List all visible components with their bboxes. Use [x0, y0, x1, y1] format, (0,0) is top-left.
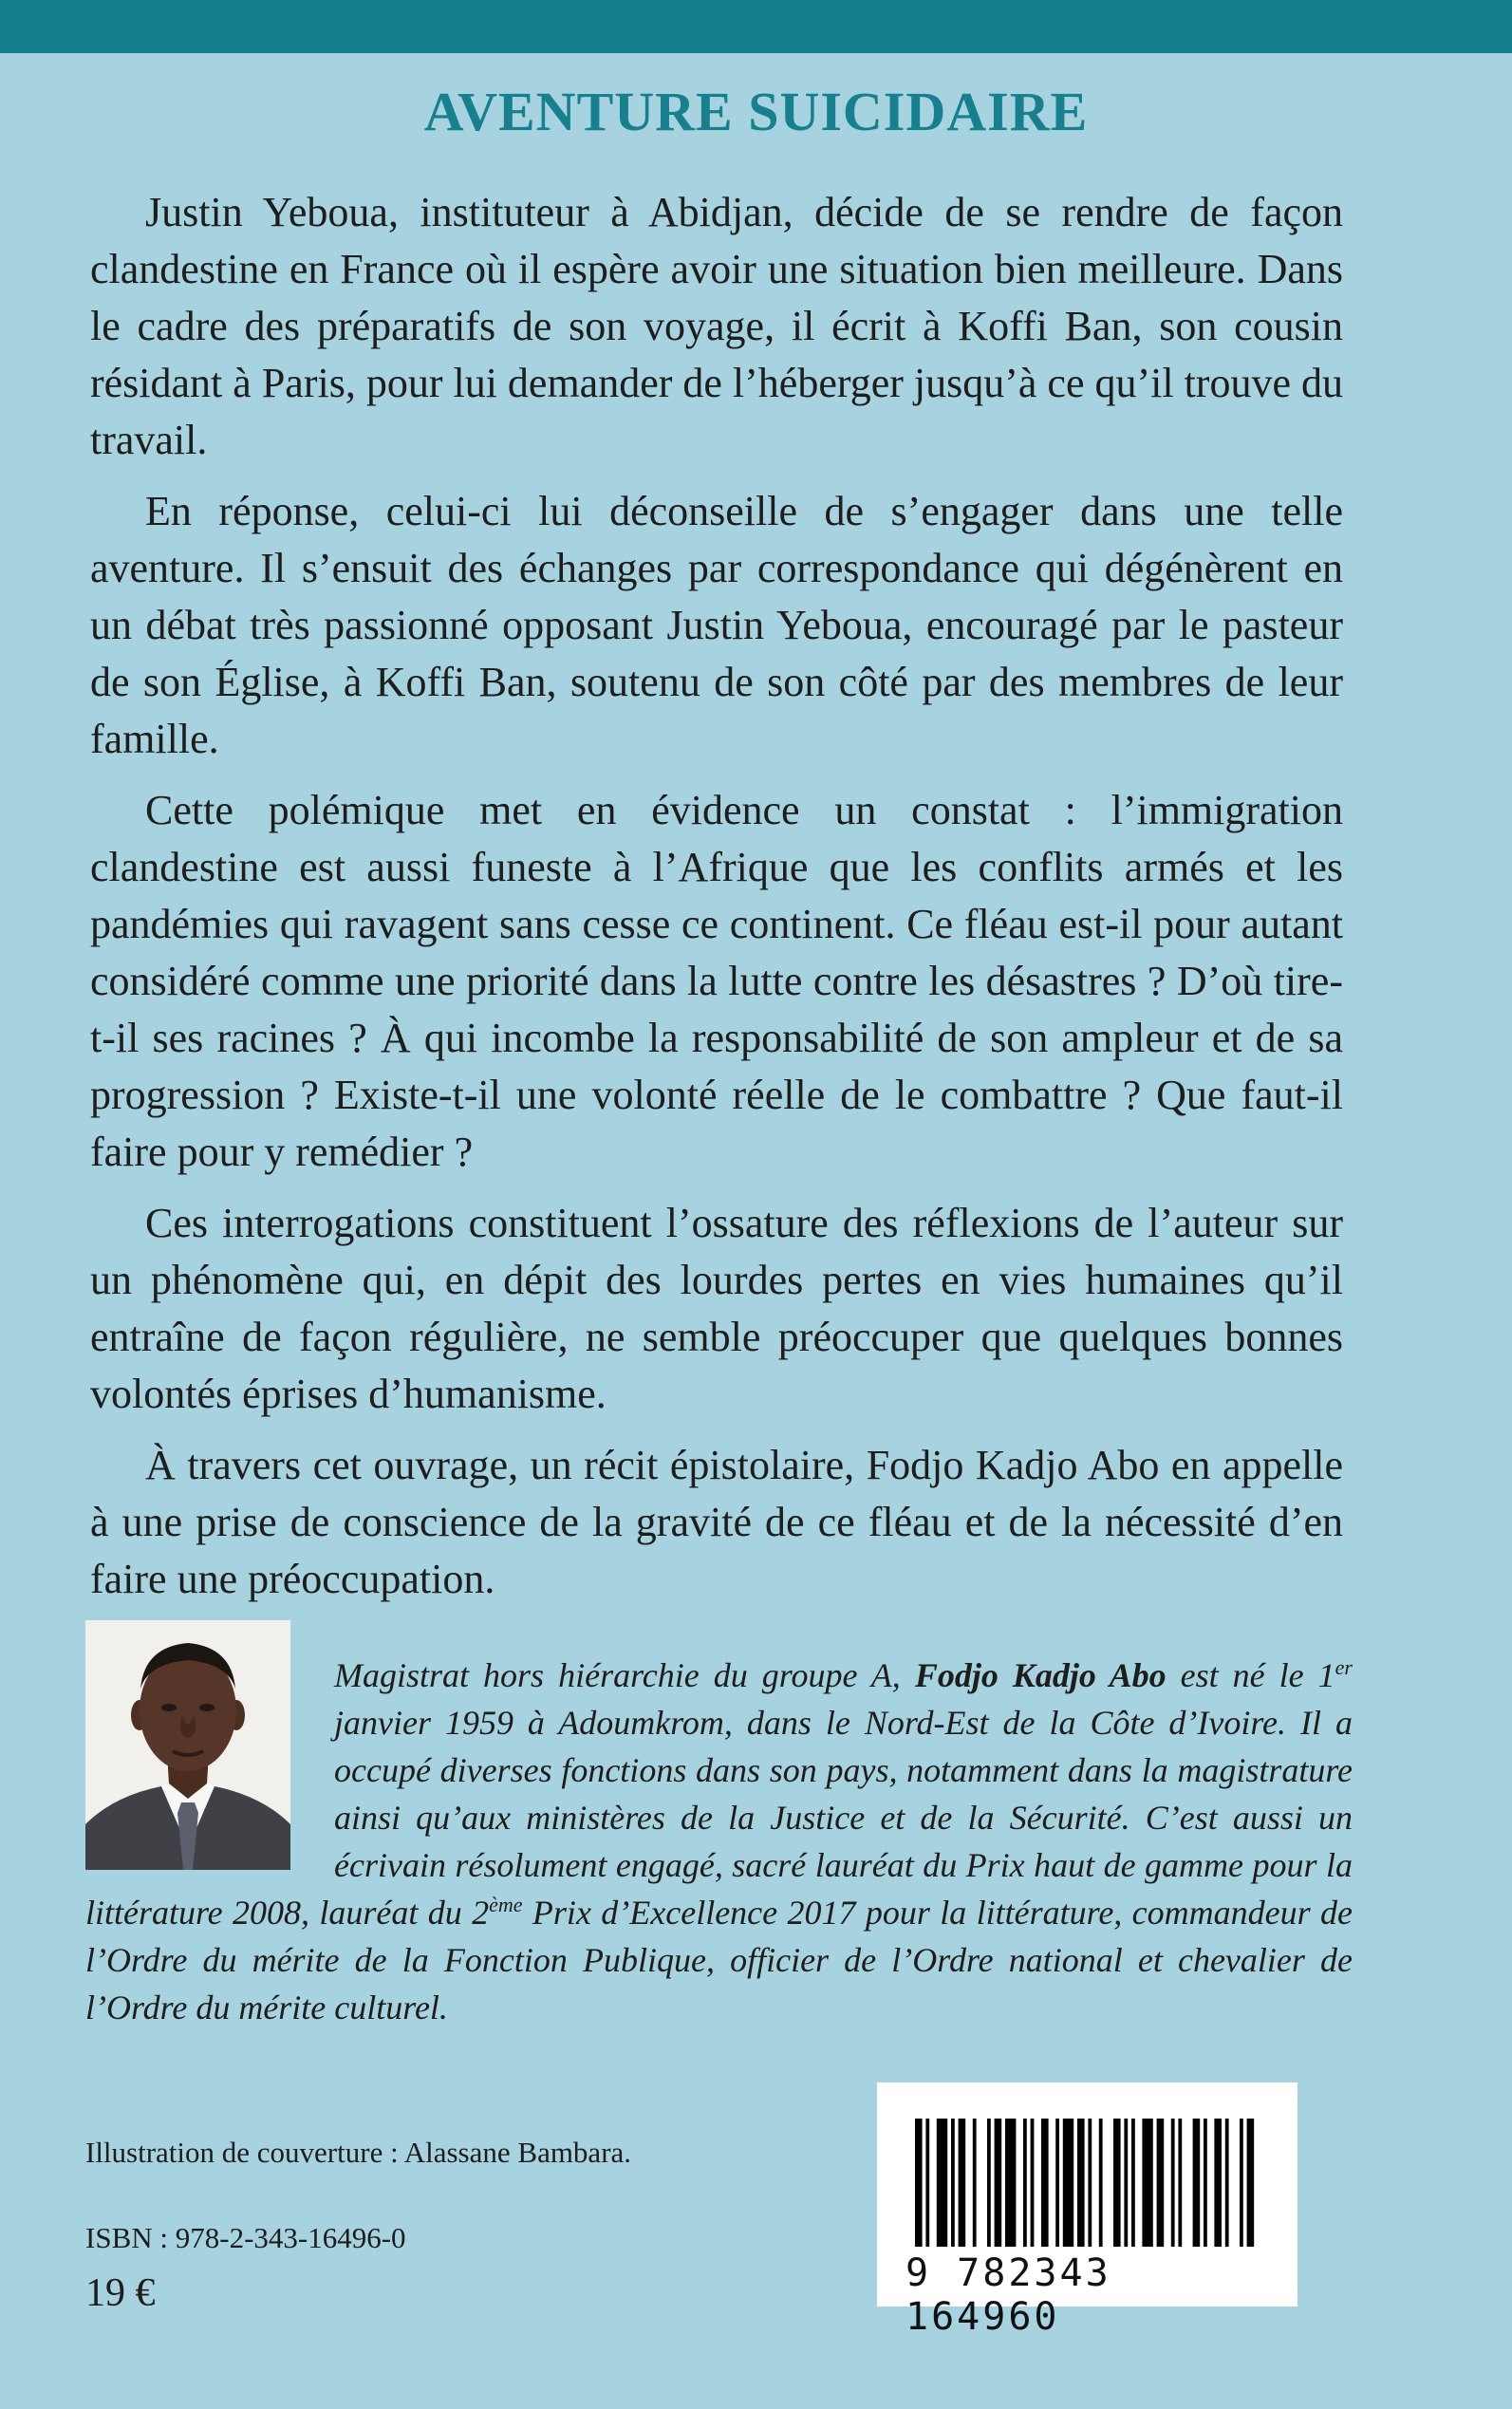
synopsis-paragraph: En réponse, celui-ci lui déconseille de s’engager dans une telle aventure. Il s’ensuit des échanges par correspondance qui dégénèrent en un débat très passionné opposant Justin Yeboua, encouragé par le pasteur de son Église, à Koffi Ban, soutenu de son côté par des membres de leur famille.	[90, 488, 1343, 762]
synopsis-paragraph: Ces interrogations constituent l’ossature des réflexions de l’auteur sur un phénomène qui, en dépit des lourdes pertes en vies humaines qu’il entraîne de façon régulière, ne semble préoccuper que quelques bonnes volontés éprises d’humanisme.	[90, 1200, 1343, 1417]
author-name: Fodjo Kadjo Abo	[914, 1656, 1167, 1694]
bio-text: janvier 1959 à Adoumkrom, dans le Nord-Est de la Côte d’Ivoire. Il a occupé diverses fonctions dans son pays, notamment dans la magistrature ainsi qu’aux ministères de la Justice et de la Sécurité. C’est aussi un écrivain résolument engagé, sacré lauréat du Prix haut de gamme pour la littérature 2008, lauréat du 2	[85, 1704, 1353, 1932]
superscript: er	[1335, 1655, 1353, 1679]
bio-text: Magistrat hors hiérarchie du groupe A,	[334, 1656, 915, 1694]
synopsis	[90, 184, 1343, 1622]
barcode	[877, 2082, 1297, 2339]
barcode-bars	[915, 2119, 1260, 2247]
isbn: ISBN : 978-2-343-16496-0	[85, 2221, 406, 2254]
bio-text: est né le 1	[1166, 1656, 1335, 1694]
book-title: AVENTURE SUICIDAIRE	[423, 81, 1089, 142]
barcode-number: 9 782343 164960	[905, 2251, 1111, 2339]
bio-text: Prix d’Excellence 2017 pour la littérature, commandeur de l’Ordre du mérite de la Fonction Publique, officier de l’Ordre national et chevalier de l’Ordre du mérite culturel.	[85, 1894, 1353, 2026]
price: 19 €	[85, 2271, 156, 2315]
top-color-band	[0, 0, 1512, 53]
author-biography	[85, 1652, 1353, 2031]
synopsis-paragraph: Justin Yeboua, instituteur à Abidjan, décide de se rendre de façon clandestine en France où il espère avoir une situation bien meilleure. Dans le cadre des préparatifs de son voyage, il écrit à Koffi Ban, son cousin résidant à Paris, pour lui demander de l’héberger jusqu’à ce qu’il trouve du travail.	[90, 189, 1343, 463]
synopsis-paragraph: Cette polémique met en évidence un constat : l’immigration clandestine est aussi funeste à l’Afrique que les conflits armés et les pandémies qui ravagent sans cesse ce continent. Ce fléau est-il pour autant considéré comme une priorité dans la lutte contre les désastres ? D’où tire-t-il ses racines ? À qui incombe la responsabilité de son ampleur et de sa progression ? Existe-t-il une volonté réelle de le combattre ? Que faut-il faire pour y remédier ?	[90, 787, 1343, 1175]
synopsis-paragraph: À travers cet ouvrage, un récit épistolaire, Fodjo Kadjo Abo en appelle à une prise de conscience de la gravité de ce fléau et de la nécessité d’en faire une préoccupation.	[90, 1442, 1343, 1602]
superscript: ème	[489, 1893, 523, 1916]
cover-illustration-credit: Illustration de couverture : Alassane Bambara.	[85, 2136, 632, 2169]
